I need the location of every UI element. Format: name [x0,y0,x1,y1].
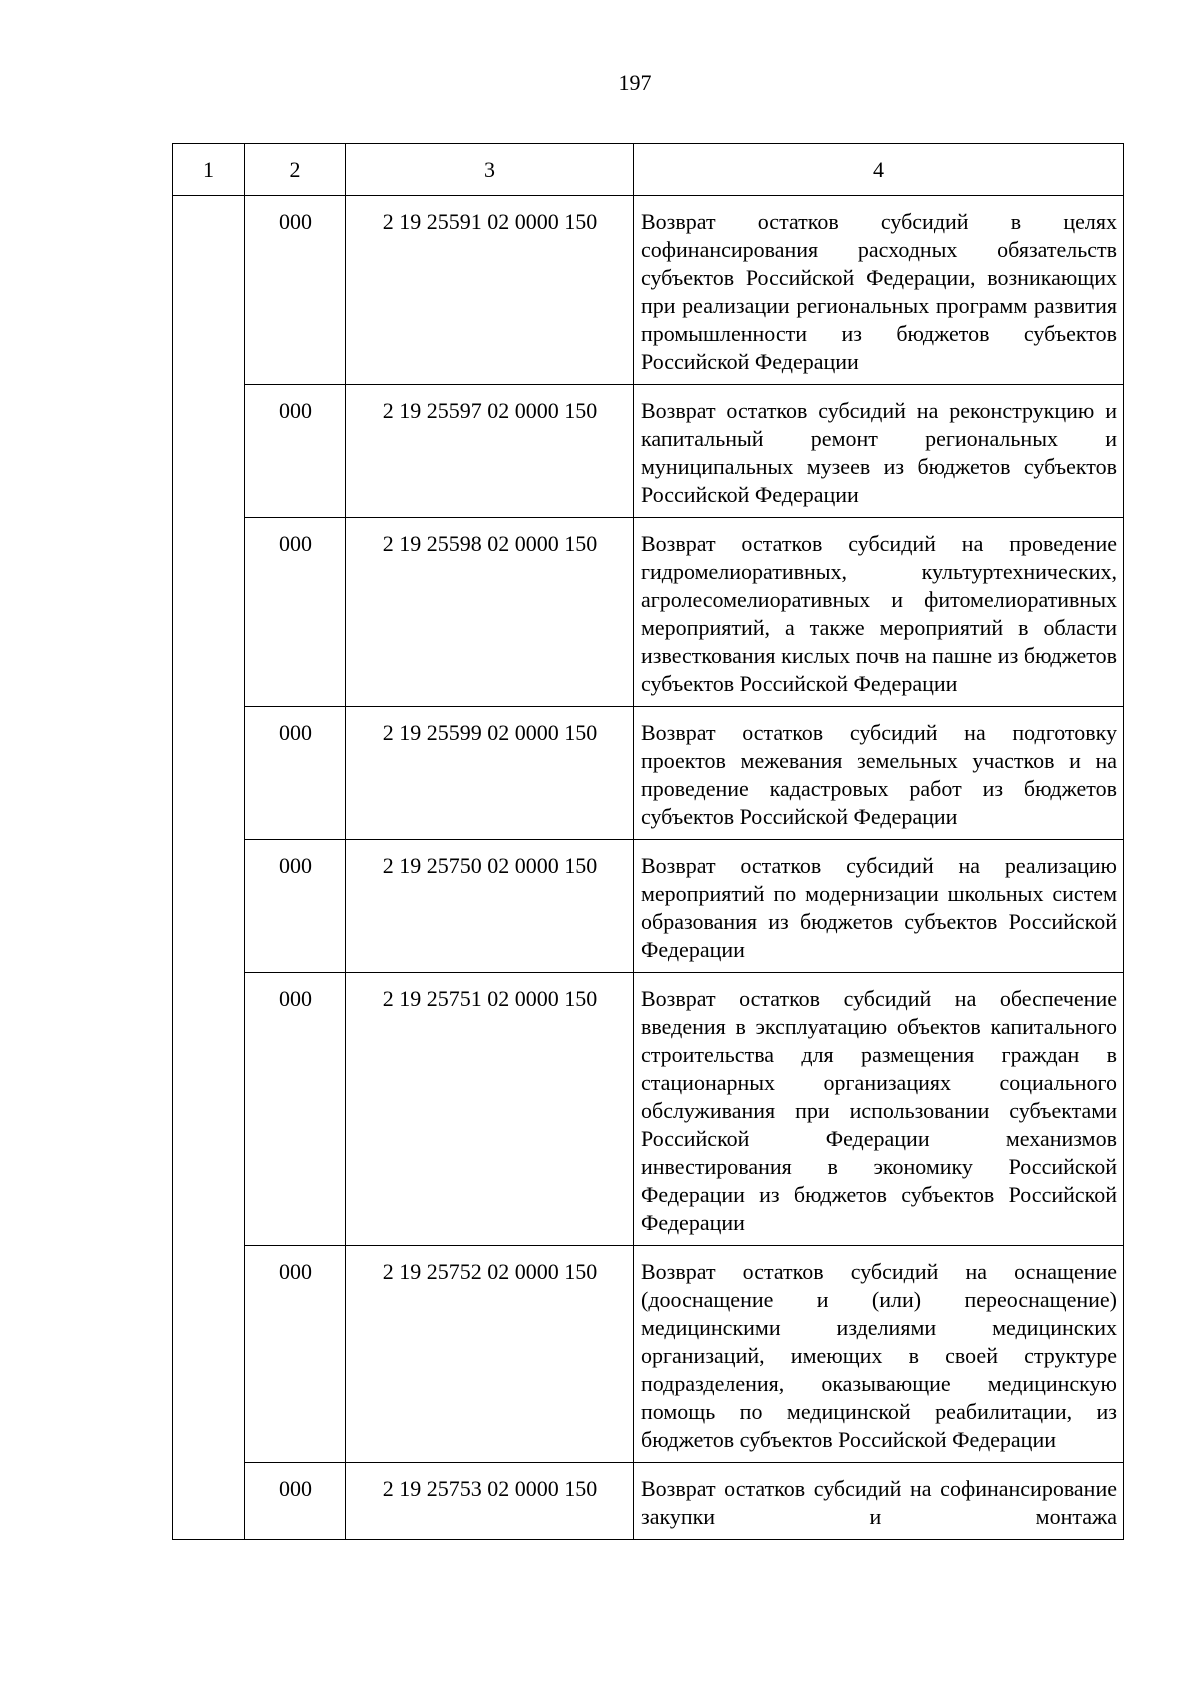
admin-code-cell: 000 [245,196,346,385]
admin-code-cell: 000 [245,707,346,840]
table-row [173,385,1124,518]
table-row [173,707,1124,840]
budget-code-cell: 2 19 25598 02 0000 150 [346,518,634,707]
description-cell: Возврат остатков субсидий на обеспечение введения в эксплуатацию объектов капитального строительства для размещения граждан в стационарных организациях социального обслуживания при использовании субъектами Российской Федерации механизмов инвестирования в экономику Российской Федерации из бюджетов субъектов Российской Федерации [634,973,1124,1246]
admin-code-cell: 000 [245,840,346,973]
budget-classification-table [172,143,1124,1540]
column-header-3: 3 [346,144,634,196]
budget-code-cell: 2 19 25591 02 0000 150 [346,196,634,385]
budget-code-cell: 2 19 25752 02 0000 150 [346,1246,634,1463]
table-header-row [173,144,1124,196]
admin-code-cell: 000 [245,1246,346,1463]
admin-code-cell: 000 [245,1463,346,1540]
table-row [173,973,1124,1246]
table-row [173,840,1124,973]
description-cell: Возврат остатков субсидий на проведение гидромелиоративных, культуртехнических, агролесомелиоративных и фитомелиоративных мероприятий, а также мероприятий в области известкования кислых почв на пашне из бюджетов субъектов Российской Федерации [634,518,1124,707]
description-cell: Возврат остатков субсидий в целях софинансирования расходных обязательств субъектов Российской Федерации, возникающих при реализации региональных программ развития промышленности из бюджетов субъектов Российской Федерации [634,196,1124,385]
budget-code-cell: 2 19 25597 02 0000 150 [346,385,634,518]
admin-code-cell: 000 [245,518,346,707]
budget-code-cell: 2 19 25753 02 0000 150 [346,1463,634,1540]
table-row [173,1463,1124,1540]
budget-code-cell: 2 19 25750 02 0000 150 [346,840,634,973]
table-row [173,518,1124,707]
description-cell: Возврат остатков субсидий на реконструкцию и капитальный ремонт региональных и муниципальных музеев из бюджетов субъектов Российской Федерации [634,385,1124,518]
description-cell: Возврат остатков субсидий на софинансирование закупки и монтажа [634,1463,1124,1540]
column-header-1: 1 [173,144,245,196]
admin-code-cell: 000 [245,973,346,1246]
column-header-4: 4 [634,144,1124,196]
table-row [173,1246,1124,1463]
column-header-2: 2 [245,144,346,196]
merged-column-1-cell [173,196,245,1540]
table-row [173,196,1124,385]
page-number: 197 [618,70,652,95]
description-cell: Возврат остатков субсидий на оснащение (дооснащение и (или) переоснащение) медицинскими изделиями медицинских организаций, имеющих в своей структуре подразделения, оказывающие медицинскую помощь по медицинской реабилитации, из бюджетов субъектов Российской Федерации [634,1246,1124,1463]
description-cell: Возврат остатков субсидий на подготовку проектов межевания земельных участков и на проведение кадастровых работ из бюджетов субъектов Российской Федерации [634,707,1124,840]
admin-code-cell: 000 [245,385,346,518]
budget-code-cell: 2 19 25599 02 0000 150 [346,707,634,840]
description-cell: Возврат остатков субсидий на реализацию мероприятий по модернизации школьных систем образования из бюджетов субъектов Российской Федерации [634,840,1124,973]
budget-code-cell: 2 19 25751 02 0000 150 [346,973,634,1246]
